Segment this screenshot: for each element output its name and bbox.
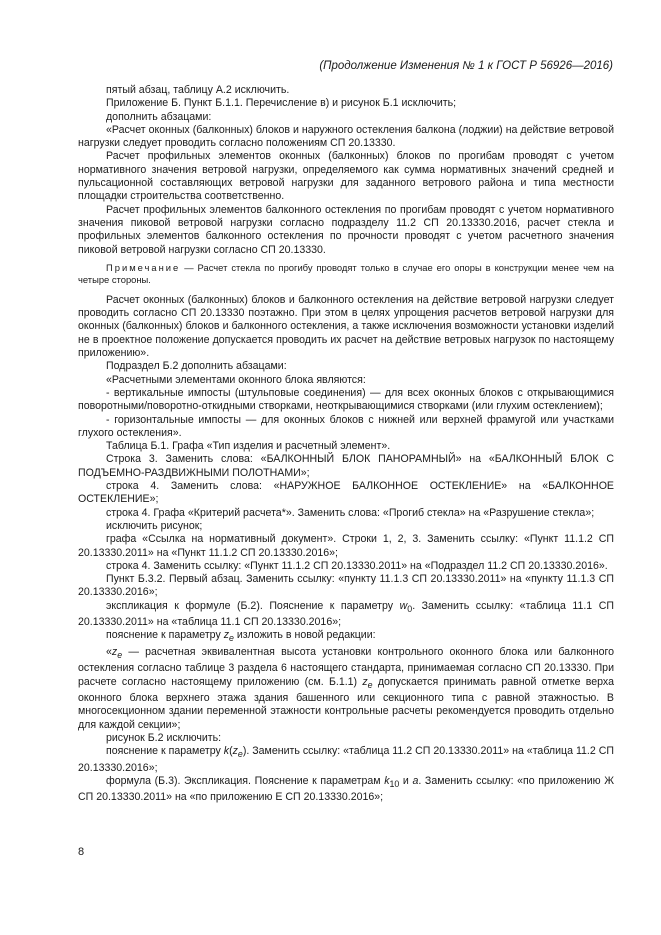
paragraph: - вертикальные импосты (штульповые соединения) — для всех оконных блоков с открывающимися поворотными/поворотно-откидными створками, неоткрывающимися створками (или глухим остеклением); <box>78 386 614 413</box>
note-text: — Расчет стекла по прогибу проводят только в случае его опоры в конструкции менее чем на четыре стороны. <box>78 261 614 286</box>
paragraph: «Расчет оконных (балконных) блоков и наружного остекления балкона (лоджии) на действие ветровой нагрузки следует проводить согласно положениям СП 20.13330. <box>78 123 614 150</box>
paragraph: Расчет оконных (балконных) блоков и балконного остекления на действие ветровой нагрузки следует проводить согласно СП 20.13330 поэтажно. При этом в целях упрощения расчетов ветровой нагрузки для оконных (балконных) блоков и балконного остекления, а также исключения возможности установки изделий не в проектное положение допускается проводить их расчет на действие ветровых нагрузок по настоящему приложению». <box>78 293 614 360</box>
note <box>78 262 614 287</box>
paragraph: «Расчетными элементами оконного блока являются: <box>106 373 366 386</box>
paragraph: Пункт Б.3.2. Первый абзац. Заменить ссылку: «пункту 11.1.3 СП 20.13330.2011» на «пункту 11.1.3 СП 20.13330.2016»; <box>78 573 614 599</box>
paragraph: графа «Ссылка на нормативный документ». Строки 1, 2, 3. Заменить ссылку: «Пункт 11.1.2 СП 20.13330.2011» на «Пункт 11.1.2 СП 20.13330.2016»; <box>78 533 614 559</box>
paragraph: строка 4. Заменить слова: «НАРУЖНОЕ БАЛКОННОЕ ОСТЕКЛЕНИЕ» на «БАЛКОННОЕ ОСТЕКЛЕНИЕ»; <box>78 480 614 506</box>
paragraph: Расчет профильных элементов балконного остекления по прогибам проводят с учетом нормативного значения пиковой ветровой нагрузки согласно подразделу 11.2 СП 20.13330.2016, расчет стекла и профильных элементов балконного остекления по прочности проводят с учетом расчетного значения пиковой ветровой нагрузки согласно СП 20.13330. <box>78 203 614 256</box>
paragraph: исключить рисунок; <box>106 519 203 532</box>
paragraph: строка 4. Заменить ссылку: «Пункт 11.1.2 СП 20.13330.2011» на «Подраздел 11.2 СП 20.13330.2016». <box>106 559 608 572</box>
paragraph: рисунок Б.2 исключить: <box>106 731 222 744</box>
paragraph: - горизонтальные импосты — для оконных блоков с нижней или верхней фрамугой или участками глухого остекления». <box>78 413 614 439</box>
paragraph: Строка 3. Заменить слова: «БАЛКОННЫЙ БЛОК ПАНОРАМНЫЙ» на «БАЛКОННЫЙ БЛОК С ПОДЪЕМНО-РАЗДВИЖНЫМИ ПОЛОТНАМИ»; <box>78 453 614 479</box>
paragraph: Подраздел Б.2 дополнить абзацами: <box>106 360 287 373</box>
paragraph: дополнить абзацами: <box>106 110 212 123</box>
paragraph: пятый абзац, таблицу А.2 исключить. <box>106 84 290 96</box>
paragraph-kze: пояснение к параметру $k(z_e)$. Заменить ссылку: «таблица 11.2 СП 20.13330.2011» на «таблица 11.2 СП 20.13330.2016»; <box>78 745 615 774</box>
page-number: 8 <box>78 846 85 858</box>
paragraph-b3: формула (Б.3). Экспликация. Пояснение к параметрам $k_{10}$ и a. Заменить ссылку: «по приложению Ж СП 20.13330.2011» на «по приложению Е СП 20.13330.2016»; <box>78 774 615 804</box>
paragraph-ze-definition: «$z_e$ — расчетная эквивалентная высота установки контрольного оконного блока или балконного остекления согласно таблице 3 раздела 6 настоящего стандарта, принимаемая согласно СП 20.13330. При расчете согласно настоящему приложению (см. Б.1.1) $z_e$ допускается принимать равной отметке верха оконного блока верхнего этажа здания башенного или секционного типа с равной этажностью. В многосекционном здании переменной этажности контрольные расчеты рекомендуется проводить отдельно для каждой секции»; <box>78 645 614 731</box>
paragraph: строка 4. Графа «Критерий расчета*». Заменить слова: «Прогиб стекла» на «Разрушение стекла»; <box>106 506 595 519</box>
document-body <box>78 84 614 805</box>
paragraph-ze: пояснение к параметру $z_e$ изложить в новой редакции: <box>106 629 376 644</box>
paragraph: Расчет профильных элементов оконных (балконных) блоков по прогибам проводят с учетом нормативного значения ветровой нагрузки, определяемого как сумма нормативных значений средней и пульсационной составляющих ветровой нагрузки для заданного ветрового района и типа местности площадки строительства соответственно. <box>78 150 614 203</box>
page-header: (Продолжение Изменения № 1 к ГОСТ Р 56926—2016) <box>319 60 613 72</box>
paragraph: Приложение Б. Пункт Б.1.1. Перечисление в) и рисунок Б.1 исключить; <box>106 97 457 110</box>
paragraph-w0: экспликация к формуле (Б.2). Пояснение к параметру $w_0$. Заменить ссылку: «таблица 11.1 СП 20.13330.2011» на «таблица 11.1 СП 20.13330.2016»; <box>78 599 614 629</box>
paragraph: Таблица Б.1. Графа «Тип изделия и расчетный элемент». <box>106 440 391 453</box>
note-label: Примечание <box>106 261 181 273</box>
